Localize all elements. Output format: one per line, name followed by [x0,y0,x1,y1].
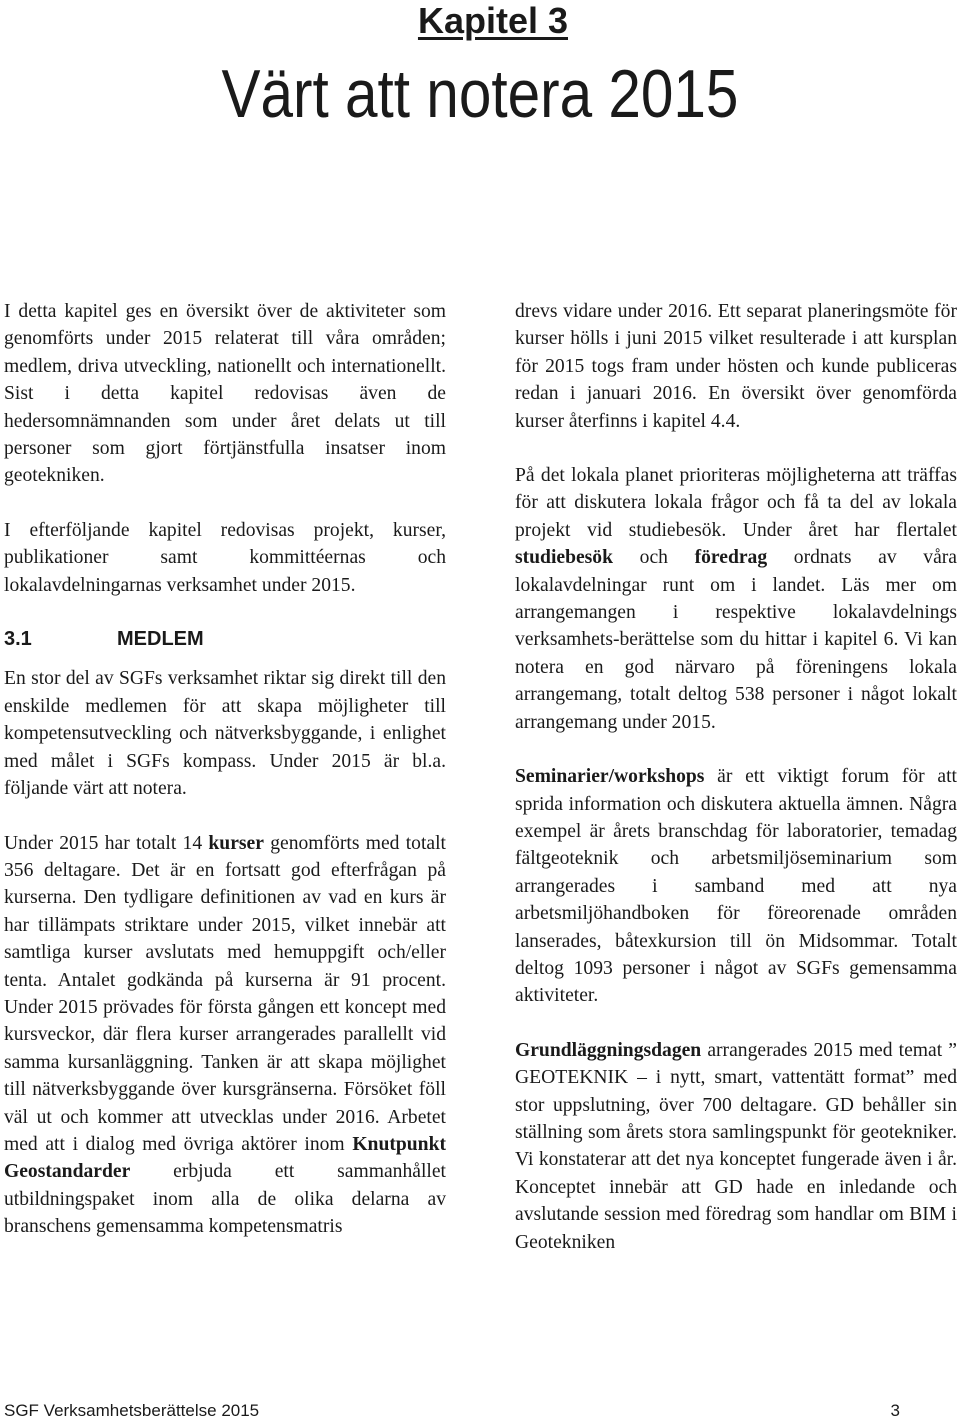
text-run: genomförts med totalt 356 deltagare. Det är en fortsatt god efterfrågan på kurserna. Den tydligare definitionen av vad en kurs är har tillämpats striktare under 2015, vilket innebär att samtliga kurser avslutats med hemuppgift och/eller tenta. Antalet godkända på kurserna är 91 procent. Under 2015 prövades för första gången ett koncept med kursveckor, där flera kurser arrangerades parallellt vid samma kursanläggning. Tanken är att skapa möjlighet till nätverksbyggande över kursgränserna. Försöket föll väl ut och kommer att utvecklas under 2016. Arbetet med att i dialog med övriga aktörer inom [4,832,446,1155]
medlem-paragraph: En stor del av SGFs verksamhet riktar sig direkt till den enskilde medlemen för att skapa möjligheter till kompetensutveckling och nätverksbyggande, i enlighet med målet i SGFs kompass. Under 2015 är bl.a. följande värt att notera. [4,668,446,800]
lokala-paragraph [515,462,957,736]
text-run: ordnats av våra lokalavdelningar runt om i landet. Läs mer om arrangemangen i respektive lokalavdelnings verksamhets-berättelse som du hittar i kapitel 6. Vi kan notera en god närvaro på föreningens lokala arrangemang, totalt deltog 538 personer i något lokalt arrangemang under 2015. [515,547,957,733]
page-number: 3 [890,1401,900,1420]
continued-paragraph: drevs vidare under 2016. Ett separat planeringsmöte för kurser hölls i juni 2015 vilket resulterade i att kursplan för 2015 togs fram under hösten och kunde publiceras redan i januari 2016. En översikt över genomförda kurser återfinns i kapitel 4.4. [515,301,957,432]
text-run: arrangerades 2015 med temat ” GEOTEKNIK – i nytt, smart, vattentätt format” med stor uppslutning, över 700 deltagare. GD behåller sin ställning som årets stora samlingspunkt för geotekniker. Vi konstaterar att det nya konceptet fungerade även i år. Konceptet innebär att GD hade en inledande och avslutande session med föredrag som handlar om BIM i Geotekniken [515,1039,957,1253]
grundlaggningsdagen-paragraph [515,1037,957,1256]
text-run: På det lokala planet prioriteras möjligheterna att träffas för att diskutera lokala frågor och få ta del av lokala projekt vid studiebesök. Under året har flertalet [515,465,957,541]
page-title: Värt att notera 2015 [221,56,739,132]
right-column [515,298,957,1283]
text-run: erbjuda ett sammanhållet utbildningspaket inom alla de olika delarna av branschens gemensamma kompetensmatris [4,1161,446,1238]
bold-run: kurser [208,832,264,854]
left-column [4,298,446,1268]
chapter-label: Kapitel 3 [417,0,568,41]
intro-paragraph: I detta kapitel ges en översikt över de aktiviteter som genomförts under 2015 relaterat till våra områden; medlem, driva utveckling, nationellt och internationellt. Sist i detta kapitel redovisas även de hedersomnämnanden som under året delats ut till personer som gjort förtjänstfulla insatser inom geotekniken. [4,301,446,487]
section-number: 3.1 [4,628,32,651]
bold-run: föredrag [694,547,768,569]
page-footer [4,1401,900,1421]
section-title: MEDLEM [117,628,204,651]
footer-title: SGF Verksamhetsberättelse 2015 [4,1401,260,1420]
text-run: är ett viktigt forum för att sprida information och diskutera aktuella ämnen. Några exempel är årets branschdag för laboratorier, temadag fältgeoteknik och arbetsmiljöseminarium som arrangerades i samband med att nya arbetsmiljöhandboken för föreorenade områden lanserades, båtexkursion till ön Midsommar. Totalt deltog 1093 personer i något av SGFs gemensamma aktiviteter. [515,766,957,1007]
text-run: Under 2015 har totalt 14 [4,832,209,854]
bold-run: Seminarier/workshops [515,766,705,788]
seminarier-paragraph [515,763,957,1010]
bold-run: studiebesök [515,547,613,569]
intro-paragraph-2: I efterföljande kapitel redovisas projekt, kurser, publikationer samt kommittéernas och lokalavdelningarnas verksamhet under 2015. [4,519,446,596]
bold-run: Grundläggningsdagen [515,1039,702,1061]
section-heading [4,626,446,653]
kurser-paragraph [4,830,446,1241]
text-run: och [613,547,695,569]
bold-run: Knutpunkt Geostandarder [4,1133,446,1183]
